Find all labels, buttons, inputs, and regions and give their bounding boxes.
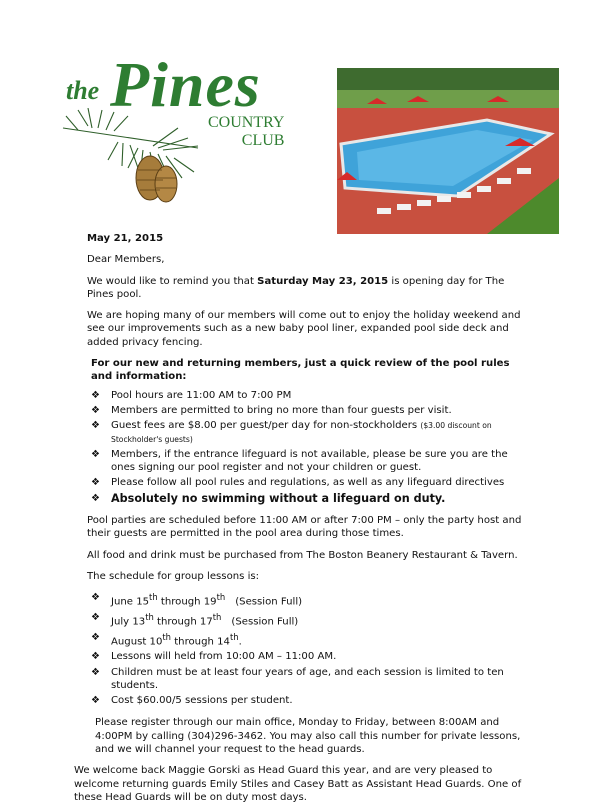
opening-date: Saturday May 23, 2015 xyxy=(257,275,389,287)
list-item xyxy=(91,666,527,693)
ordinal: th xyxy=(145,611,154,622)
period: . xyxy=(238,635,242,647)
ordinal: th xyxy=(212,611,222,622)
bullet-icon: ❖ xyxy=(91,492,100,504)
rule-text: Pool hours are 11:00 AM to 7:00 PM xyxy=(111,389,292,401)
list-item xyxy=(91,492,527,505)
pine-branch-cone-icon xyxy=(58,108,208,228)
rule-text: Members, if the entrance lifeguard is not available, please be sure you are the ones signing our pool register and not your children or guest. xyxy=(111,448,508,474)
opening-day-paragraph xyxy=(87,275,527,302)
bullet-icon: ❖ xyxy=(91,592,100,604)
bullet-icon: ❖ xyxy=(91,404,100,416)
bullet-icon: ❖ xyxy=(91,420,100,432)
bullet-icon: ❖ xyxy=(91,695,100,707)
rule-note: ($3.00 discount on Stockholder's guests) xyxy=(111,421,492,444)
rules-lead: For our new and returning members, just a quick review of the pool rules and information: xyxy=(91,358,510,383)
lesson-end: through 17 xyxy=(153,616,213,628)
letter-body xyxy=(74,232,527,812)
lesson-start: August 10 xyxy=(111,635,163,647)
letter-date: May 21, 2015 xyxy=(87,233,164,244)
list-item xyxy=(91,476,527,489)
lesson-text: Lessons will held from 10:00 AM – 11:00 AM. xyxy=(111,651,337,663)
logo-country-club xyxy=(208,114,284,150)
lesson-start: June 15 xyxy=(111,596,150,608)
rules-list xyxy=(87,389,527,505)
list-item xyxy=(91,404,527,417)
improvements-paragraph: We are hoping many of our members will come out to enjoy the holiday weekend and see our improvements such as a new baby pool liner, expanded pool side deck and added privacy fencing. xyxy=(87,310,521,348)
logo-the: the xyxy=(66,76,100,105)
session-status: (Session Full) xyxy=(235,596,303,608)
logo-club: CLUB xyxy=(241,132,285,149)
food-paragraph: All food and drink must be purchased from The Boston Beanery Restaurant & Tavern. xyxy=(87,549,518,561)
logo-pines: Pines xyxy=(110,49,261,120)
lessons-intro: The schedule for group lessons is: xyxy=(87,570,260,582)
list-item xyxy=(91,694,527,707)
swimming-pool-photo xyxy=(337,68,559,234)
rule-text: Members are permitted to bring no more than four guests per visit. xyxy=(111,404,452,416)
lesson-end: through 19 xyxy=(157,596,217,608)
rule-text: Guest fees are $8.00 per guest/per day for non-stockholders xyxy=(111,420,421,432)
bullet-icon: ❖ xyxy=(91,389,100,401)
list-item xyxy=(91,419,527,446)
bullet-icon: ❖ xyxy=(91,477,100,489)
rule-text: Please follow all pool rules and regulations, as well as any lifeguard directives xyxy=(111,477,505,489)
lesson-text: Children must be at least four years of age, and each session is limited to ten students. xyxy=(111,666,504,691)
ordinal: th xyxy=(216,592,226,603)
ordinal: th xyxy=(162,631,172,642)
ordinal: th xyxy=(149,592,158,603)
list-item xyxy=(91,591,527,609)
lesson-text: Cost $60.00/5 sessions per student. xyxy=(111,695,293,707)
list-item xyxy=(91,448,527,475)
bullet-icon: ❖ xyxy=(91,666,100,678)
list-item xyxy=(91,631,527,649)
rule-text: Absolutely no swimming without a lifeguard on duty. xyxy=(111,491,446,505)
club-logo xyxy=(58,50,288,230)
register-paragraph: Please register through our main office, Monday to Friday, between 8:00AM and 4:00PM by calling (304)296-3462. You may also call this number for private lessons, and we will channel your request to the head guards. xyxy=(95,717,521,755)
p1-pre: We would like to remind you that xyxy=(87,275,258,287)
bullet-icon: ❖ xyxy=(91,448,100,460)
lesson-start: July 13 xyxy=(111,616,146,628)
lesson-end: through 14 xyxy=(171,635,230,647)
greeting: Dear Members, xyxy=(87,254,165,266)
p1-post: is opening day for The Pines pool. xyxy=(87,275,505,300)
logo-country: COUNTRY xyxy=(208,114,285,131)
guards-paragraph: We welcome back Maggie Gorski as Head Guard this year, and are very pleased to welcome returning guards Emily Stiles and Casey Batt as Assistant Head Guards. One of these Head Guards will be on duty most days. xyxy=(74,765,522,803)
session-status: (Session Full) xyxy=(231,616,299,628)
ordinal: th xyxy=(229,631,239,642)
bullet-icon: ❖ xyxy=(91,631,100,643)
lessons-list xyxy=(87,591,527,707)
list-item xyxy=(91,611,527,629)
pool-parties-paragraph: Pool parties are scheduled before 11:00 AM or after 7:00 PM – only the party host and their guests are permitted in the pool area during those times. xyxy=(87,515,522,540)
bullet-icon: ❖ xyxy=(91,611,100,623)
list-item xyxy=(91,650,527,663)
list-item xyxy=(91,389,527,402)
bullet-icon: ❖ xyxy=(91,651,100,663)
